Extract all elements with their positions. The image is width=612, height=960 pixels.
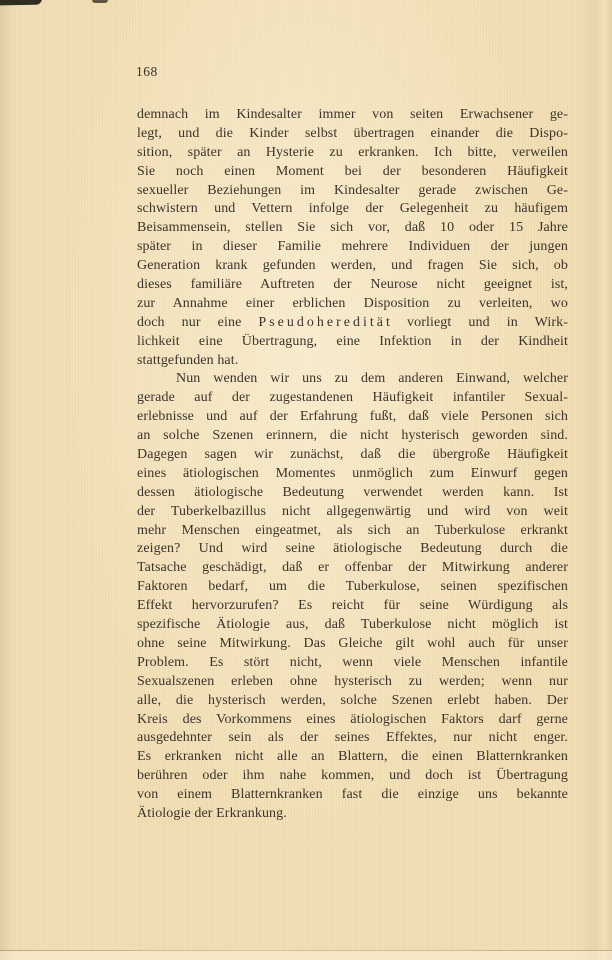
text-line: zeigen? Und wird seine ätiologische Bedeutung durch die	[137, 541, 568, 557]
text-line: eines ätiologischen Momentes unmöglich zum Einwurf gegen	[137, 465, 568, 481]
text-line: Nun wenden wir uns zu dem anderen Einwand, welcher	[176, 371, 568, 387]
text-line: von einem Blatternkranken fast die einzige uns bekannte	[137, 787, 568, 803]
text-line: Tatsache geschädigt, daß er offenbar der Mitwirkung anderer	[137, 560, 568, 576]
text-line: später in dieser Familie mehrere Individuen der jungen	[137, 239, 568, 255]
text-line: an solche Szenen erinnern, die nicht hysterisch geworden sind.	[137, 428, 568, 444]
page-edge-highlight	[0, 951, 612, 960]
text-block	[137, 106, 568, 824]
text-line: Kreis des Vorkommens eines ätiologischen Faktors darf gerne	[137, 711, 568, 727]
text-line: demnach im Kindesalter immer von seiten Erwachsener ge-	[137, 107, 568, 122]
text-line: der Tuberkelbazillus nicht allgegenwärtig und wird von weit	[137, 503, 568, 519]
text-line: doch nur eine P s e u d o h e r e d i t ä t vorliegt und in Wirk-	[137, 314, 568, 330]
text-line: Beisammensein, stellen Sie sich vor, daß 10 oder 15 Jahre	[137, 220, 568, 236]
text-line: Sexualszenen erleben ohne hysterisch zu werden; wenn nur	[137, 673, 568, 689]
text-line: Effekt hervorzurufen? Es reicht für seine Würdigung als	[137, 598, 568, 614]
text-line: mehr Menschen eingeatmet, als sich an Tuberkulose erkrankt	[137, 522, 568, 538]
text-line: zur Annahme einer erblichen Disposition zu verleiten, wo	[137, 295, 568, 311]
text-line: sition, später an Hysterie zu erkranken. Ich bitte, verweilen	[137, 144, 568, 160]
page-number: 168	[136, 64, 158, 79]
scan-edge-artifact	[92, 0, 108, 3]
text-line: schwistern und Vettern infolge der Gelegenheit zu häufigem	[137, 201, 568, 217]
text-line: Ätiologie der Erkrankung.	[137, 805, 287, 821]
text-line: ausgedehnter sein als der seines Effektes, nur nicht enger.	[137, 730, 568, 746]
text-line: lichkeit eine Übertragung, eine Infektion in der Kindheit	[137, 333, 568, 349]
text-line: sexueller Beziehungen im Kindesalter gerade zwischen Ge-	[137, 182, 568, 198]
text-line: Es erkranken nicht alle an Blattern, die einen Blatternkranken	[137, 749, 568, 765]
text-line: legt, und die Kinder selbst übertragen einander die Dispo-	[137, 125, 568, 141]
text-line: berühren oder ihm nahe kommen, und doch ist Übertragung	[137, 768, 568, 784]
paragraph	[137, 370, 568, 823]
text-line: dieses familiäre Auftreten der Neurose nicht geeignet ist,	[137, 277, 568, 293]
text-line: Sie noch einen Moment bei der besonderen Häufigkeit	[137, 163, 568, 179]
text-line: gerade auf der zugestandenen Häufigkeit infantiler Sexual-	[137, 390, 568, 406]
text-line: Problem. Es stört nicht, wenn viele Menschen infantile	[137, 654, 568, 670]
text-line: Dagegen sagen wir zunächst, daß die übergroße Häufigkeit	[137, 447, 568, 463]
text-line: dessen ätiologische Bedeutung verwendet werden kann. Ist	[137, 484, 568, 500]
text-line: Generation krank gefunden werden, und fragen Sie sich, ob	[137, 258, 568, 274]
text-line: erlebnisse und auf der Erfahrung fußt, daß viele Personen sich	[137, 409, 568, 425]
text-line: ohne seine Mitwirkung. Das Gleiche gilt wohl auch für unser	[137, 635, 568, 651]
scan-edge-artifact	[0, 0, 42, 5]
text-line: spezifische Ätiologie aus, daß Tuberkulose nicht möglich ist	[137, 617, 568, 633]
paragraph	[137, 106, 568, 370]
text-line: alle, die hysterisch werden, solche Szenen erlebt haben. Der	[137, 692, 568, 708]
text-line: Faktoren bedarf, um die Tuberkulose, seinen spezifischen	[137, 579, 568, 595]
text-line: stattgefunden hat.	[137, 352, 239, 368]
